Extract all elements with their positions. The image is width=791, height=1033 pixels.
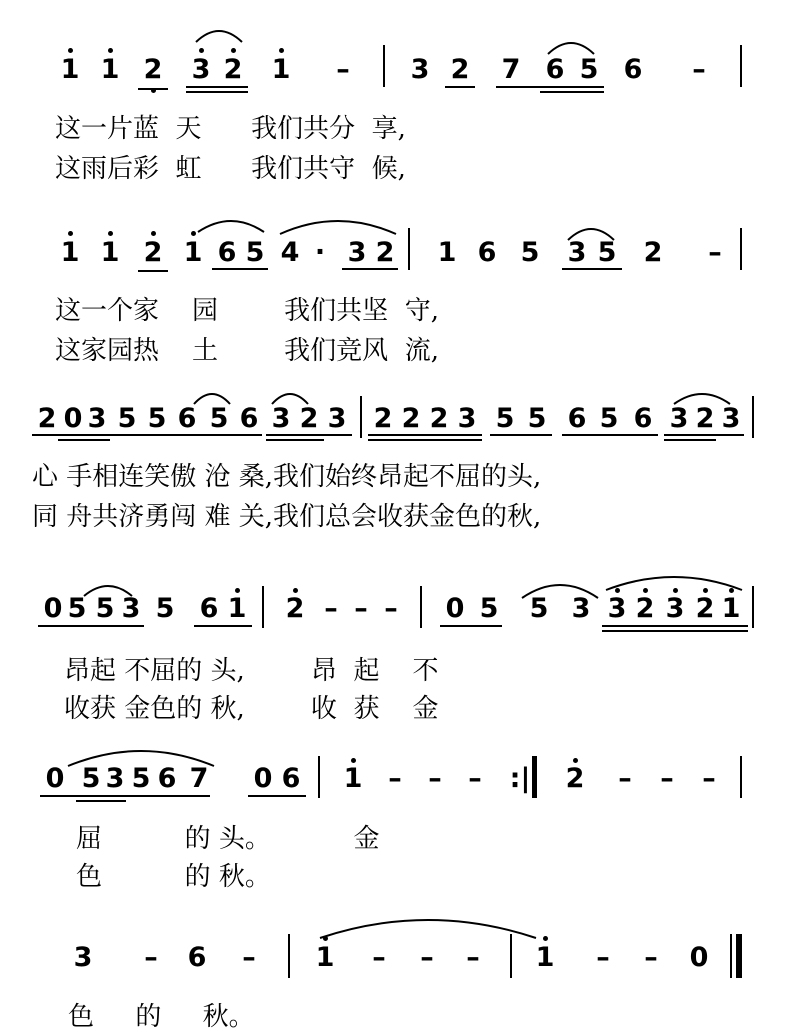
underline: [440, 625, 502, 627]
note: –: [702, 763, 716, 794]
note: 2: [450, 54, 470, 85]
underline: [138, 270, 168, 272]
note: 1: [343, 763, 363, 794]
note: 1: [315, 942, 335, 973]
slur: [192, 388, 232, 406]
slur: [318, 912, 538, 940]
note: 6: [633, 403, 653, 434]
underline: [32, 434, 114, 436]
note: 2: [299, 403, 319, 434]
high-octave-dot: [351, 758, 356, 763]
high-octave-dot: [293, 588, 298, 593]
note: –: [354, 593, 368, 624]
high-octave-dot: [279, 48, 284, 53]
high-octave-dot: [68, 231, 73, 236]
note: 5: [147, 403, 167, 434]
note: 6: [281, 763, 301, 794]
barline: [408, 228, 410, 270]
lyric-verse-1: 屈 的 头。 金: [76, 824, 380, 854]
high-octave-dot: [108, 48, 113, 53]
barline: [360, 396, 362, 438]
note: 3: [87, 403, 107, 434]
note: 0: [253, 763, 273, 794]
note: 2: [695, 403, 715, 434]
repeat-end: :|: [509, 763, 531, 794]
note: 2: [37, 403, 57, 434]
note: –: [618, 763, 632, 794]
note: 3: [669, 403, 689, 434]
underline: [38, 625, 144, 627]
note: 0: [43, 593, 63, 624]
underline: [76, 800, 126, 802]
note: 5: [155, 593, 175, 624]
underline: [342, 268, 398, 270]
note: 3: [721, 403, 741, 434]
note: 1: [183, 237, 203, 268]
note: –: [708, 237, 722, 268]
underline: [186, 86, 248, 88]
underline: [602, 630, 748, 632]
barline: [740, 756, 742, 798]
slur: [196, 214, 266, 234]
underline: [490, 434, 552, 436]
note: 3: [105, 763, 125, 794]
note: 3: [121, 593, 141, 624]
underline: [194, 625, 252, 627]
note: 2: [565, 763, 585, 794]
note: ·: [314, 237, 326, 268]
slur: [66, 744, 216, 768]
note: 3: [457, 403, 477, 434]
underline: [266, 434, 352, 436]
underline: [562, 268, 622, 270]
note: 6: [623, 54, 643, 85]
note: 2: [223, 54, 243, 85]
note: 5: [520, 237, 540, 268]
note: –: [242, 942, 256, 973]
note: 1: [437, 237, 457, 268]
lyric-verse-1: 这一片蓝 天 我们共分 享,: [55, 114, 406, 144]
note: 7: [501, 54, 521, 85]
note: 7: [189, 763, 209, 794]
barline: [740, 228, 742, 270]
note: 2: [285, 593, 305, 624]
high-octave-dot: [68, 48, 73, 53]
underline: [266, 439, 324, 441]
note: 3: [571, 593, 591, 624]
note: 5: [245, 237, 265, 268]
slur: [82, 580, 134, 598]
note: 6: [567, 403, 587, 434]
underline: [445, 86, 475, 88]
slur: [672, 388, 732, 406]
barline: [740, 45, 742, 87]
note: –: [384, 593, 398, 624]
underline: [112, 434, 172, 436]
note: –: [336, 54, 350, 85]
note: 5: [117, 403, 137, 434]
underline: [58, 439, 110, 441]
note: –: [468, 763, 482, 794]
underline: [496, 86, 604, 88]
underline: [138, 88, 168, 90]
note: 6: [477, 237, 497, 268]
note: 6: [177, 403, 197, 434]
slur: [566, 222, 616, 242]
note: 2: [143, 237, 163, 268]
barline: [752, 586, 754, 628]
note: –: [466, 942, 480, 973]
note: 1: [100, 237, 120, 268]
slur: [278, 214, 398, 236]
slur: [270, 388, 310, 406]
note: 2: [643, 237, 663, 268]
note: 6: [187, 942, 207, 973]
note: 3: [567, 237, 587, 268]
note: 5: [527, 403, 547, 434]
note: 3: [665, 593, 685, 624]
note: 0: [445, 593, 465, 624]
note: 3: [410, 54, 430, 85]
underline: [664, 434, 744, 436]
note: 1: [227, 593, 247, 624]
note: 2: [143, 54, 163, 85]
note: –: [420, 942, 434, 973]
lyric-verse-1: 心 手相连笑傲 沧 桑,我们始终昂起不屈的头,: [32, 462, 542, 492]
slur: [546, 36, 596, 56]
final-barline: [736, 934, 742, 978]
note: 2: [695, 593, 715, 624]
high-octave-dot: [151, 231, 156, 236]
note: 5: [95, 593, 115, 624]
note: 0: [63, 403, 83, 434]
note: 2: [635, 593, 655, 624]
note: 3: [73, 942, 93, 973]
underline: [248, 795, 306, 797]
note: 5: [579, 54, 599, 85]
note: –: [388, 763, 402, 794]
underline: [602, 625, 748, 627]
note: 0: [45, 763, 65, 794]
high-octave-dot: [108, 231, 113, 236]
note: 6: [545, 54, 565, 85]
note: –: [596, 942, 610, 973]
underline: [40, 795, 210, 797]
note: 5: [479, 593, 499, 624]
note: 6: [157, 763, 177, 794]
barline: [532, 756, 537, 798]
barline: [383, 45, 385, 87]
barline: [318, 756, 320, 798]
note: 3: [327, 403, 347, 434]
note: 5: [529, 593, 549, 624]
note: 2: [429, 403, 449, 434]
note: –: [372, 942, 386, 973]
lyric-verse-2: 收获 金色的 秋, 收 获 金: [64, 694, 439, 724]
underline: [664, 439, 716, 441]
note: 4: [280, 237, 300, 268]
lyric-verse-2: 这家园热 土 我们竞风 流,: [55, 336, 439, 366]
note: –: [144, 942, 158, 973]
slur: [194, 24, 244, 44]
underline: [368, 434, 482, 436]
barline: [288, 934, 290, 978]
final-barline: [730, 934, 732, 978]
lyric-verse-1: 昂起 不屈的 头, 昂 起 不: [64, 656, 439, 686]
note: –: [692, 54, 706, 85]
barline: [752, 396, 754, 438]
high-octave-dot: [235, 588, 240, 593]
lyric-verse-2: 色 的 秋。: [76, 862, 271, 892]
lyric-verse-2: 这雨后彩 虹 我们共守 候,: [55, 154, 406, 184]
slur: [520, 578, 600, 600]
lyric-verse-1: 色 的 秋。: [68, 1002, 255, 1032]
note: 1: [721, 593, 741, 624]
note: 3: [347, 237, 367, 268]
note: 5: [599, 403, 619, 434]
note: –: [644, 942, 658, 973]
underline: [186, 91, 248, 93]
note: 5: [495, 403, 515, 434]
note: 1: [100, 54, 120, 85]
lyric-verse-1: 这一个家 园 我们共坚 守,: [55, 296, 439, 326]
barline: [262, 586, 264, 628]
high-octave-dot: [573, 758, 578, 763]
note: 1: [271, 54, 291, 85]
note: –: [660, 763, 674, 794]
underline: [562, 434, 658, 436]
underline: [212, 268, 268, 270]
slur: [604, 570, 744, 592]
note: 2: [373, 403, 393, 434]
high-octave-dot: [231, 48, 236, 53]
note: 5: [209, 403, 229, 434]
note: 6: [239, 403, 259, 434]
note: –: [324, 593, 338, 624]
underline: [540, 91, 604, 93]
high-octave-dot: [543, 936, 548, 941]
lyric-verse-2: 同 舟共济勇闯 难 关,我们总会收获金色的秋,: [32, 502, 542, 532]
barline: [510, 934, 512, 978]
note: 3: [607, 593, 627, 624]
underline: [368, 439, 482, 441]
note: 2: [401, 403, 421, 434]
note: 5: [67, 593, 87, 624]
note: 3: [271, 403, 291, 434]
note: 1: [535, 942, 555, 973]
note: 5: [597, 237, 617, 268]
barline: [420, 586, 422, 628]
note: 5: [81, 763, 101, 794]
high-octave-dot: [199, 48, 204, 53]
note: 6: [217, 237, 237, 268]
note: 1: [60, 54, 80, 85]
note: 5: [131, 763, 151, 794]
note: 0: [689, 942, 709, 973]
note: 3: [191, 54, 211, 85]
note: –: [428, 763, 442, 794]
note: 1: [60, 237, 80, 268]
underline: [172, 434, 262, 436]
note: 6: [199, 593, 219, 624]
note: 2: [375, 237, 395, 268]
